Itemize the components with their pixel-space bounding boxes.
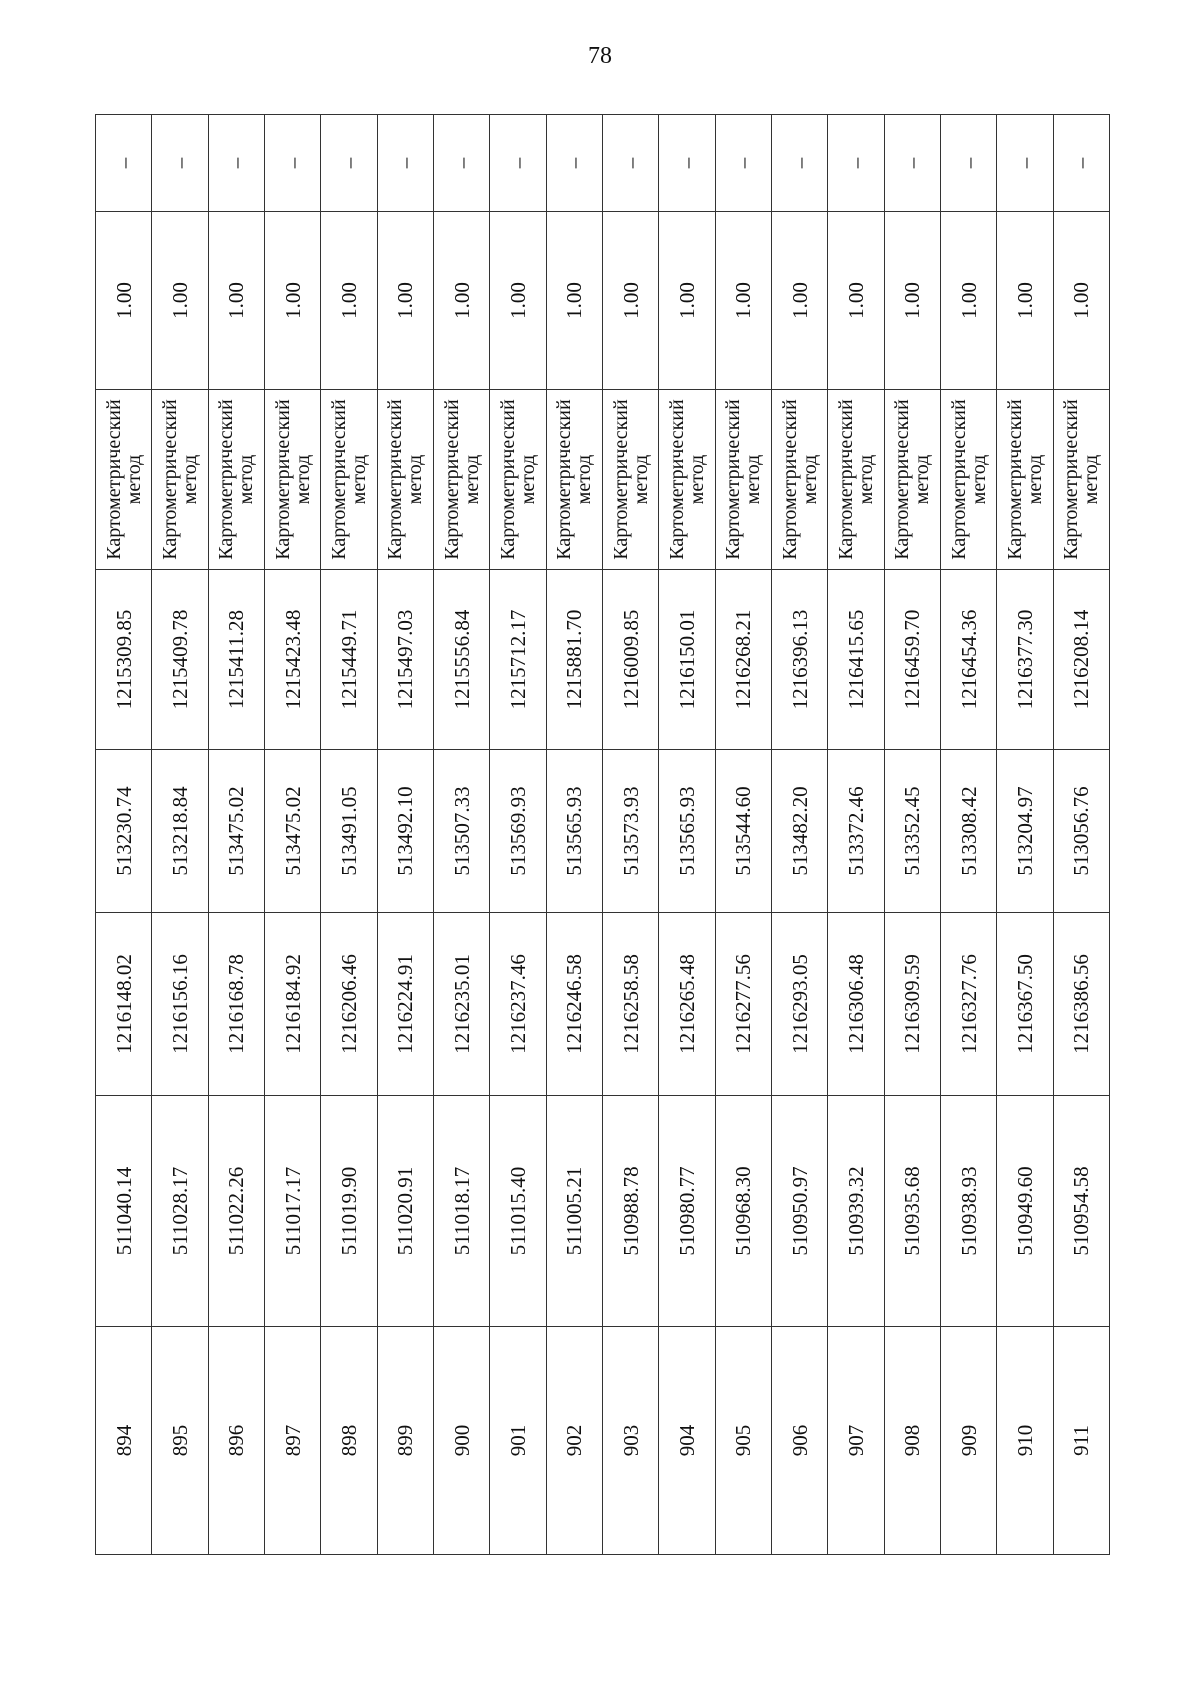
y-coordinate-secondary-cell: 1215309.85 <box>96 570 152 750</box>
point-number-cell: 897 <box>264 1327 320 1555</box>
y-coordinate-secondary-cell: 1215449.71 <box>321 570 377 750</box>
point-number-cell: 902 <box>546 1327 602 1555</box>
method-cell: Картометрический метод <box>771 390 827 570</box>
x-coordinate-secondary-cell: 513056.76 <box>1053 750 1109 913</box>
accuracy-cell: 1.00 <box>602 212 658 390</box>
method-cell: Картометрический метод <box>546 390 602 570</box>
y-coordinate-secondary-cell: 1216396.13 <box>771 570 827 750</box>
accuracy-cell: 1.00 <box>828 212 884 390</box>
note-cell: – <box>490 115 546 212</box>
note-cell: – <box>377 115 433 212</box>
point-number-cell: 908 <box>884 1327 940 1555</box>
accuracy-cell: 1.00 <box>940 212 996 390</box>
method-cell: Картометрический метод <box>997 390 1053 570</box>
y-coordinate-cell: 1216206.46 <box>321 913 377 1096</box>
method-cell: Картометрический метод <box>321 390 377 570</box>
x-coordinate-secondary-cell: 513565.93 <box>546 750 602 913</box>
point-number-cell: 910 <box>997 1327 1053 1555</box>
method-cell: Картометрический метод <box>96 390 152 570</box>
method-cell: Картометрический метод <box>715 390 771 570</box>
y-coordinate-cell: 1216306.48 <box>828 913 884 1096</box>
point-number-cell: 905 <box>715 1327 771 1555</box>
method-cell: Картометрический метод <box>602 390 658 570</box>
x-coordinate-cell: 510980.77 <box>659 1096 715 1327</box>
table-row <box>433 115 489 1555</box>
table-row <box>828 115 884 1555</box>
y-coordinate-cell: 1216235.01 <box>433 913 489 1096</box>
y-coordinate-cell: 1216327.76 <box>940 913 996 1096</box>
y-coordinate-secondary-cell: 1215409.78 <box>152 570 208 750</box>
accuracy-cell: 1.00 <box>490 212 546 390</box>
point-number-cell: 903 <box>602 1327 658 1555</box>
x-coordinate-secondary-cell: 513491.05 <box>321 750 377 913</box>
accuracy-cell: 1.00 <box>1053 212 1109 390</box>
accuracy-cell: 1.00 <box>715 212 771 390</box>
table-row <box>377 115 433 1555</box>
y-coordinate-secondary-cell: 1215423.48 <box>264 570 320 750</box>
y-coordinate-cell: 1216309.59 <box>884 913 940 1096</box>
accuracy-cell: 1.00 <box>208 212 264 390</box>
method-cell: Картометрический метод <box>208 390 264 570</box>
note-cell: – <box>264 115 320 212</box>
table-row <box>546 115 602 1555</box>
table-row <box>940 115 996 1555</box>
note-cell: – <box>546 115 602 212</box>
point-number-cell: 907 <box>828 1327 884 1555</box>
y-coordinate-secondary-cell: 1216454.36 <box>940 570 996 750</box>
method-cell: Картометрический метод <box>490 390 546 570</box>
accuracy-cell: 1.00 <box>997 212 1053 390</box>
x-coordinate-secondary-cell: 513372.46 <box>828 750 884 913</box>
x-coordinate-secondary-cell: 513204.97 <box>997 750 1053 913</box>
accuracy-cell: 1.00 <box>659 212 715 390</box>
table-row <box>321 115 377 1555</box>
accuracy-cell: 1.00 <box>152 212 208 390</box>
note-cell: – <box>659 115 715 212</box>
method-cell: Картометрический метод <box>828 390 884 570</box>
point-number-cell: 904 <box>659 1327 715 1555</box>
method-cell: Картометрический метод <box>940 390 996 570</box>
method-cell: Картометрический метод <box>1053 390 1109 570</box>
accuracy-cell: 1.00 <box>377 212 433 390</box>
y-coordinate-secondary-cell: 1216009.85 <box>602 570 658 750</box>
point-number-cell: 899 <box>377 1327 433 1555</box>
table-row <box>997 115 1053 1555</box>
x-coordinate-cell: 510954.58 <box>1053 1096 1109 1327</box>
y-coordinate-secondary-cell: 1215881.70 <box>546 570 602 750</box>
coordinates-table-container <box>95 115 1110 1555</box>
note-cell: – <box>828 115 884 212</box>
note-cell: – <box>1053 115 1109 212</box>
point-number-cell: 898 <box>321 1327 377 1555</box>
x-coordinate-cell: 511040.14 <box>96 1096 152 1327</box>
accuracy-cell: 1.00 <box>546 212 602 390</box>
table-row <box>884 115 940 1555</box>
method-cell: Картометрический метод <box>377 390 433 570</box>
y-coordinate-cell: 1216168.78 <box>208 913 264 1096</box>
y-coordinate-cell: 1216224.91 <box>377 913 433 1096</box>
method-cell: Картометрический метод <box>433 390 489 570</box>
note-cell: – <box>96 115 152 212</box>
point-number-cell: 906 <box>771 1327 827 1555</box>
table-body <box>96 115 1110 1555</box>
x-coordinate-cell: 510968.30 <box>715 1096 771 1327</box>
note-cell: – <box>321 115 377 212</box>
y-coordinate-secondary-cell: 1215497.03 <box>377 570 433 750</box>
note-cell: – <box>884 115 940 212</box>
x-coordinate-cell: 511015.40 <box>490 1096 546 1327</box>
x-coordinate-cell: 510988.78 <box>602 1096 658 1327</box>
table-row <box>208 115 264 1555</box>
y-coordinate-cell: 1216265.48 <box>659 913 715 1096</box>
method-cell: Картометрический метод <box>659 390 715 570</box>
y-coordinate-cell: 1216246.58 <box>546 913 602 1096</box>
note-cell: – <box>771 115 827 212</box>
x-coordinate-secondary-cell: 513565.93 <box>659 750 715 913</box>
note-cell: – <box>152 115 208 212</box>
note-cell: – <box>433 115 489 212</box>
x-coordinate-cell: 511017.17 <box>264 1096 320 1327</box>
y-coordinate-secondary-cell: 1216268.21 <box>715 570 771 750</box>
table-row <box>490 115 546 1555</box>
note-cell: – <box>997 115 1053 212</box>
x-coordinate-secondary-cell: 513475.02 <box>208 750 264 913</box>
y-coordinate-secondary-cell: 1216208.14 <box>1053 570 1109 750</box>
y-coordinate-cell: 1216148.02 <box>96 913 152 1096</box>
note-cell: – <box>715 115 771 212</box>
x-coordinate-cell: 510938.93 <box>940 1096 996 1327</box>
y-coordinate-cell: 1216386.56 <box>1053 913 1109 1096</box>
x-coordinate-cell: 510935.68 <box>884 1096 940 1327</box>
x-coordinate-secondary-cell: 513482.20 <box>771 750 827 913</box>
y-coordinate-cell: 1216156.16 <box>152 913 208 1096</box>
accuracy-cell: 1.00 <box>96 212 152 390</box>
point-number-cell: 901 <box>490 1327 546 1555</box>
x-coordinate-cell: 511022.26 <box>208 1096 264 1327</box>
y-coordinate-cell: 1216184.92 <box>264 913 320 1096</box>
table-row <box>1053 115 1109 1555</box>
y-coordinate-cell: 1216293.05 <box>771 913 827 1096</box>
accuracy-cell: 1.00 <box>771 212 827 390</box>
coordinates-table <box>95 114 1110 1555</box>
y-coordinate-cell: 1216258.58 <box>602 913 658 1096</box>
x-coordinate-cell: 511019.90 <box>321 1096 377 1327</box>
accuracy-cell: 1.00 <box>321 212 377 390</box>
x-coordinate-secondary-cell: 513352.45 <box>884 750 940 913</box>
x-coordinate-secondary-cell: 513544.60 <box>715 750 771 913</box>
x-coordinate-secondary-cell: 513492.10 <box>377 750 433 913</box>
y-coordinate-secondary-cell: 1215556.84 <box>433 570 489 750</box>
method-cell: Картометрический метод <box>152 390 208 570</box>
x-coordinate-secondary-cell: 513218.84 <box>152 750 208 913</box>
x-coordinate-secondary-cell: 513507.33 <box>433 750 489 913</box>
point-number-cell: 900 <box>433 1327 489 1555</box>
x-coordinate-cell: 511005.21 <box>546 1096 602 1327</box>
method-cell: Картометрический метод <box>884 390 940 570</box>
x-coordinate-cell: 511020.91 <box>377 1096 433 1327</box>
table-row <box>602 115 658 1555</box>
accuracy-cell: 1.00 <box>433 212 489 390</box>
x-coordinate-cell: 510950.97 <box>771 1096 827 1327</box>
x-coordinate-cell: 510939.32 <box>828 1096 884 1327</box>
x-coordinate-secondary-cell: 513230.74 <box>96 750 152 913</box>
accuracy-cell: 1.00 <box>884 212 940 390</box>
table-row <box>715 115 771 1555</box>
y-coordinate-secondary-cell: 1216459.70 <box>884 570 940 750</box>
y-coordinate-secondary-cell: 1216377.30 <box>997 570 1053 750</box>
y-coordinate-cell: 1216237.46 <box>490 913 546 1096</box>
x-coordinate-cell: 511028.17 <box>152 1096 208 1327</box>
method-cell: Картометрический метод <box>264 390 320 570</box>
table-row <box>659 115 715 1555</box>
note-cell: – <box>602 115 658 212</box>
y-coordinate-secondary-cell: 1216415.65 <box>828 570 884 750</box>
y-coordinate-secondary-cell: 1216150.01 <box>659 570 715 750</box>
table-row <box>264 115 320 1555</box>
point-number-cell: 896 <box>208 1327 264 1555</box>
y-coordinate-secondary-cell: 1215411.28 <box>208 570 264 750</box>
x-coordinate-secondary-cell: 513308.42 <box>940 750 996 913</box>
point-number-cell: 895 <box>152 1327 208 1555</box>
accuracy-cell: 1.00 <box>264 212 320 390</box>
y-coordinate-cell: 1216277.56 <box>715 913 771 1096</box>
table-row <box>152 115 208 1555</box>
x-coordinate-secondary-cell: 513573.93 <box>602 750 658 913</box>
note-cell: – <box>940 115 996 212</box>
point-number-cell: 909 <box>940 1327 996 1555</box>
x-coordinate-cell: 510949.60 <box>997 1096 1053 1327</box>
point-number-cell: 894 <box>96 1327 152 1555</box>
table-row <box>771 115 827 1555</box>
x-coordinate-secondary-cell: 513569.93 <box>490 750 546 913</box>
y-coordinate-secondary-cell: 1215712.17 <box>490 570 546 750</box>
x-coordinate-secondary-cell: 513475.02 <box>264 750 320 913</box>
note-cell: – <box>208 115 264 212</box>
point-number-cell: 911 <box>1053 1327 1109 1555</box>
y-coordinate-cell: 1216367.50 <box>997 913 1053 1096</box>
table-row <box>96 115 152 1555</box>
x-coordinate-cell: 511018.17 <box>433 1096 489 1327</box>
page-number: 78 <box>588 43 612 69</box>
